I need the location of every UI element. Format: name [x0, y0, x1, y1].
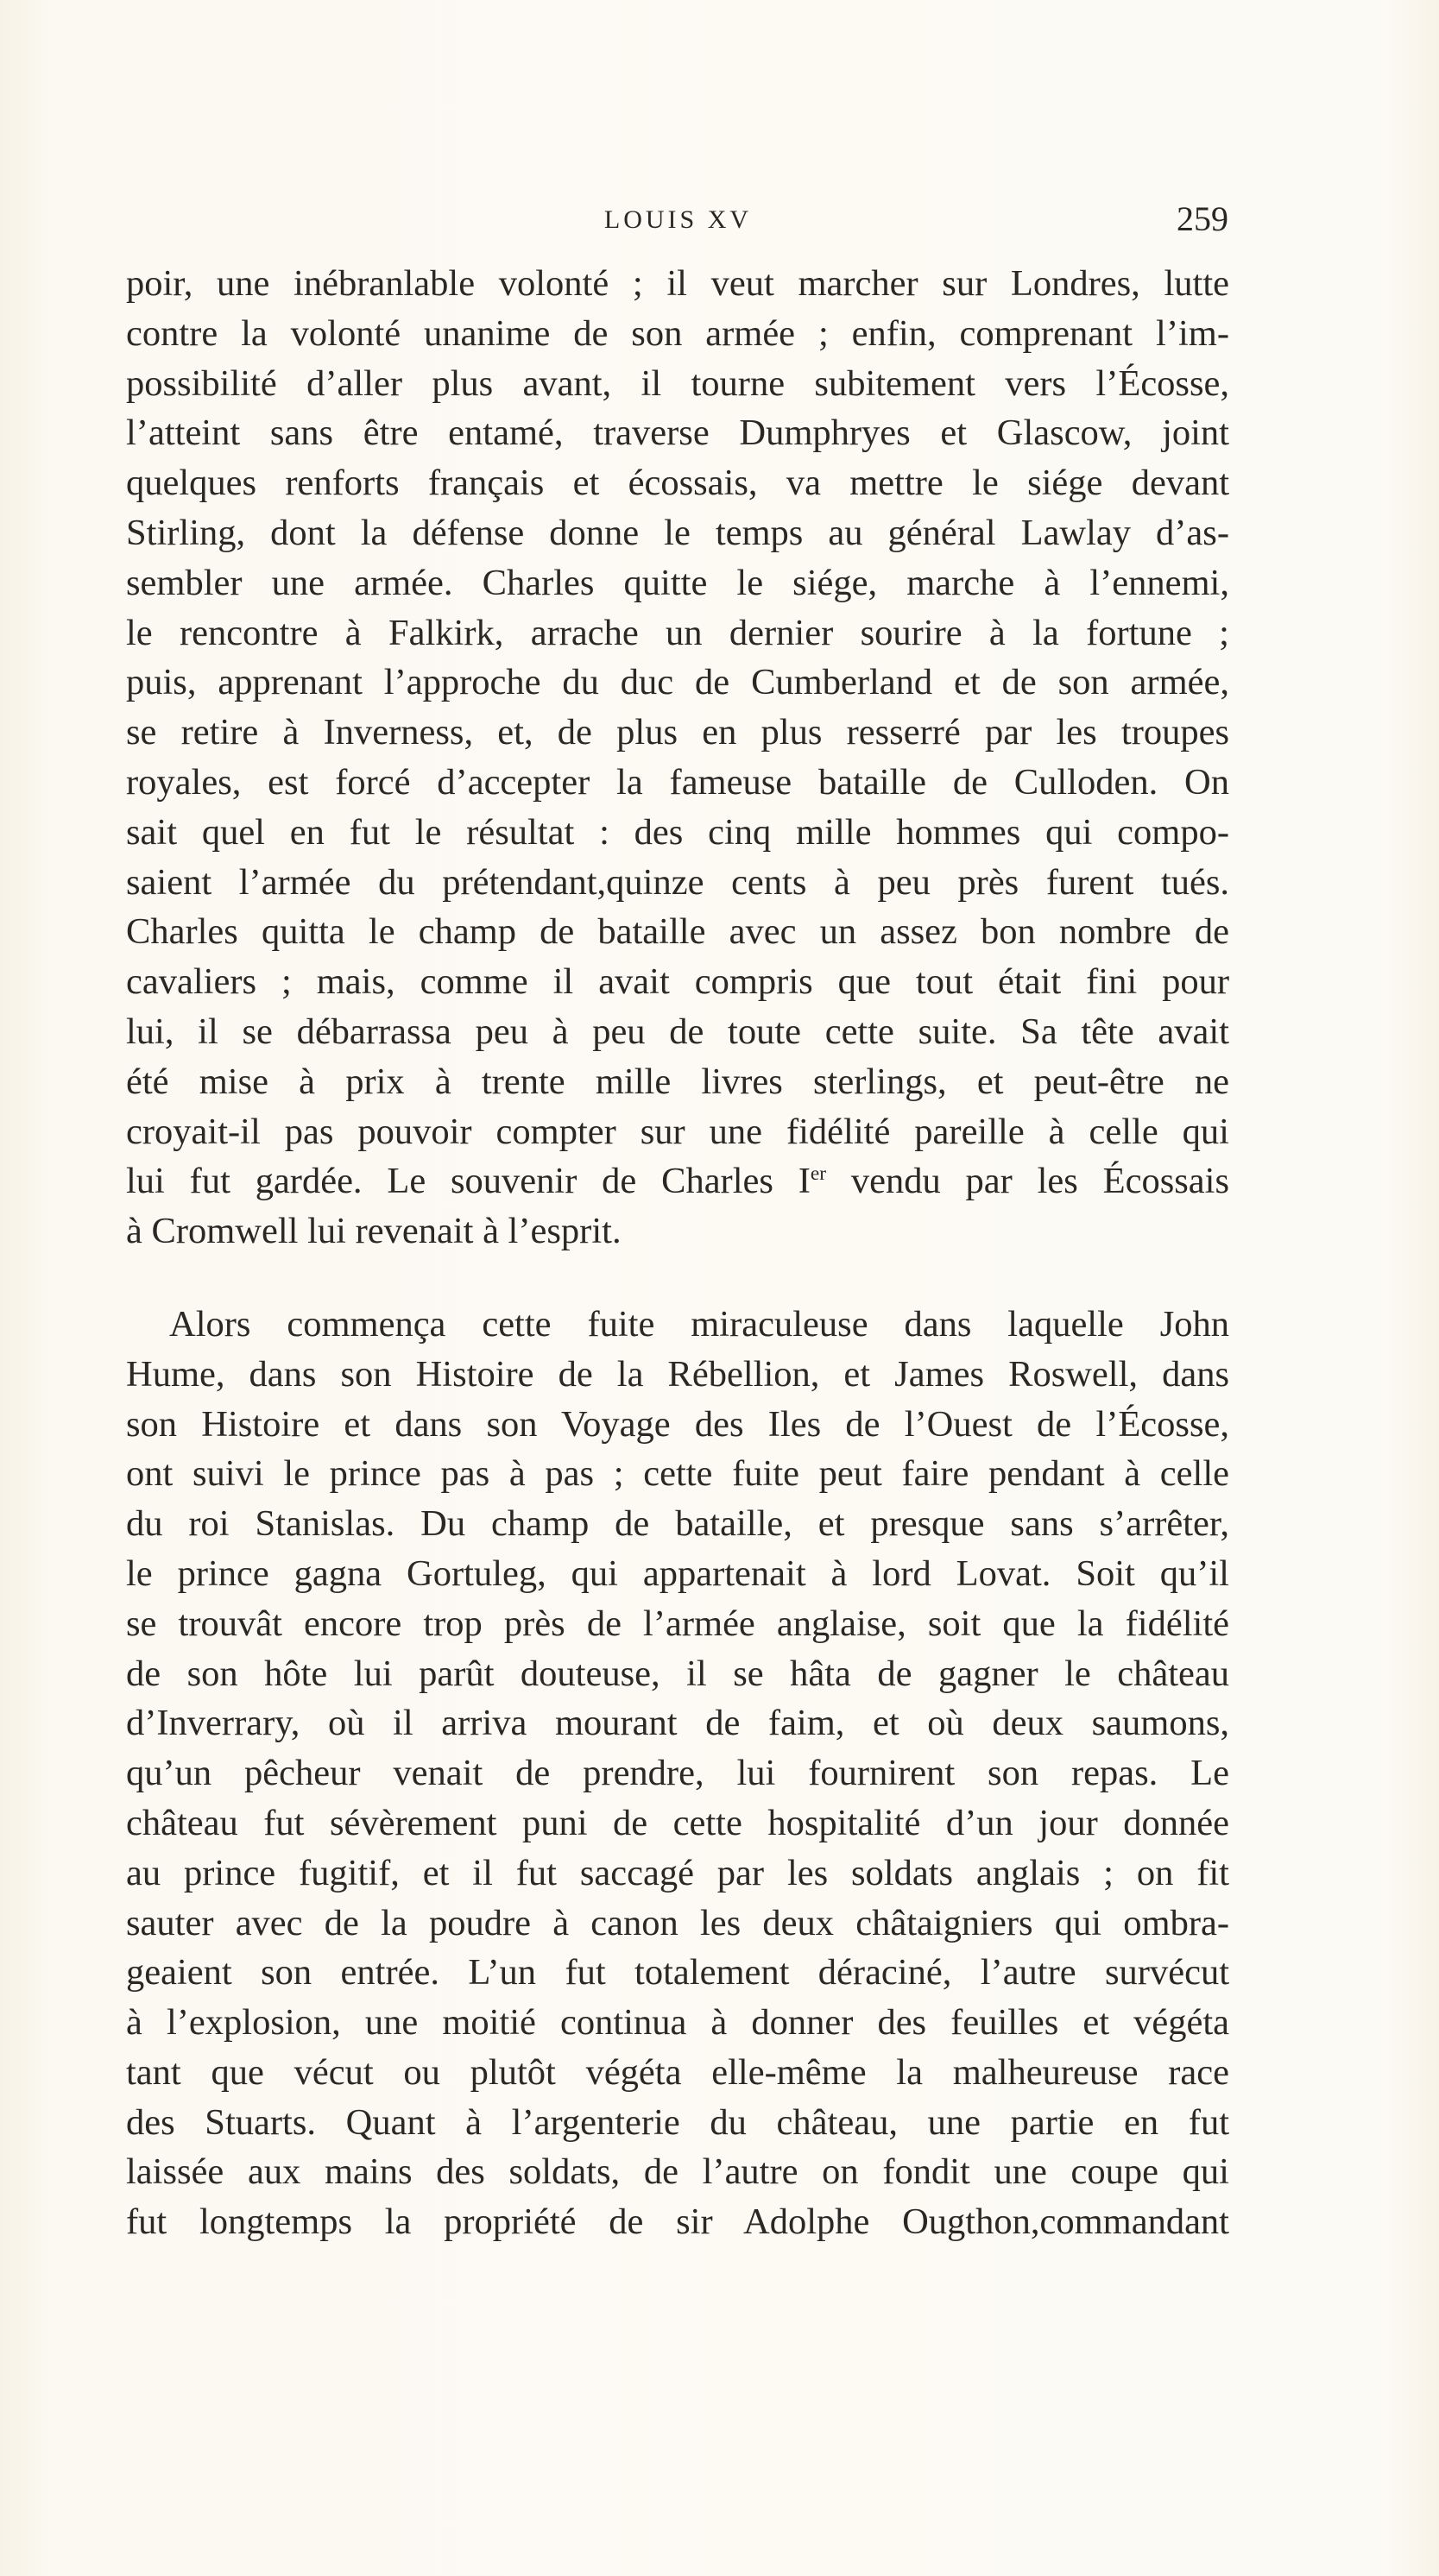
text-line: tant que vécut ou plutôt végéta elle-même la malheureuse race	[126, 2051, 1229, 2093]
text-line: fut longtemps la propriété de sir Adolphe Ougthon,commandant	[126, 2201, 1229, 2243]
text-line: de son hôte lui parût douteuse, il se hâta de gagner le château	[126, 1653, 1229, 1694]
body-text	[126, 259, 1229, 2247]
text-line: royales, est forcé d’accepter la fameuse bataille de Culloden. On	[126, 761, 1229, 803]
text-line: des Stuarts. Quant à l’argenterie du château, une partie en fut	[126, 2101, 1229, 2143]
text-line: Stirling, dont la défense donne le temps au général Lawlay d’as-	[126, 512, 1229, 553]
text-line: contre la volonté unanime de son armée ; enfin, comprenant l’im-	[126, 312, 1229, 354]
text-line: Hume, dans son Histoire de la Rébellion, et James Roswell, dans	[126, 1353, 1229, 1395]
text-line: geaient son entrée. L’un fut totalement déraciné, l’autre survécut	[126, 1952, 1229, 1993]
text-line: croyait-il pas pouvoir compter sur une fidélité pareille à celle qui	[126, 1111, 1229, 1152]
text-line: été mise à prix à trente mille livres sterlings, et peut-être ne	[126, 1061, 1229, 1102]
text-line: Charles quitta le champ de bataille avec un assez bon nombre de	[126, 911, 1229, 953]
text-line: sauter avec de la poudre à canon les deux châtaigniers qui ombra-	[126, 1902, 1229, 1943]
text-fragment: lui fut gardée. Le souvenir de Charles I	[126, 1161, 811, 1202]
text-line: au prince fugitif, et il fut saccagé par les soldats anglais ; on fit	[126, 1852, 1229, 1893]
text-line: quelques renforts français et écossais, va mettre le siége devant	[126, 463, 1229, 504]
superscript: er	[810, 1162, 827, 1186]
text-line: cavaliers ; mais, comme il avait compris que tout était fini pour	[126, 961, 1229, 1003]
text-line: à Cromwell lui revenait à l’esprit.	[126, 1211, 622, 1252]
page-header	[128, 198, 1228, 250]
text-line: qu’un pêcheur venait de prendre, lui fournirent son repas. Le	[126, 1753, 1229, 1794]
text-line: sait quel en fut le résultat : des cinq mille hommes qui compo-	[126, 811, 1229, 853]
text-line: laissée aux mains des soldats, de l’autre on fondit une coupe qui	[126, 2151, 1229, 2193]
paragraph-2	[126, 1300, 1229, 2247]
text-line: se retire à Inverness, et, de plus en plus resserré par les troupes	[126, 712, 1229, 753]
paragraph-1	[126, 259, 1229, 1257]
text-line: l’atteint sans être entamé, traverse Dumphryes et Glascow, joint	[126, 413, 1229, 454]
text-line	[126, 1156, 1229, 1206]
page-number: 259	[1177, 199, 1228, 238]
text-line: du roi Stanislas. Du champ de bataille, et presque sans s’arrêter,	[126, 1503, 1229, 1545]
text-line: château fut sévèrement puni de cette hospitalité d’un jour donnée	[126, 1802, 1229, 1843]
text-line: lui, il se débarrassa peu à peu de toute cette suite. Sa tête avait	[126, 1011, 1229, 1052]
text-line: le prince gagna Gortuleg, qui appartenait à lord Lovat. Soit qu’il	[126, 1553, 1229, 1594]
text-line: puis, apprenant l’approche du duc de Cumberland et de son armée,	[126, 662, 1229, 703]
text-line: à l’explosion, une moitié continua à donner des feuilles et végéta	[126, 2002, 1229, 2044]
text-line: se trouvât encore trop près de l’armée anglaise, soit que la fidélité	[126, 1603, 1229, 1644]
text-line: poir, une inébranlable volonté ; il veut marcher sur Londres, lutte	[126, 263, 1229, 304]
text-line: Alors commença cette fuite miraculeuse dans laquelle John	[169, 1303, 1229, 1345]
running-head: LOUIS XV	[603, 205, 753, 234]
text-fragment: vendu par les Écossais	[826, 1161, 1229, 1202]
text-line: ont suivi le prince pas à pas ; cette fuite peut faire pendant à celle	[126, 1453, 1229, 1495]
text-line: sembler une armée. Charles quitte le siége, marche à l’ennemi,	[126, 562, 1229, 603]
text-line: possibilité d’aller plus avant, il tourne subitement vers l’Écosse,	[126, 362, 1229, 404]
text-line: son Histoire et dans son Voyage des Iles de l’Ouest de l’Écosse,	[126, 1403, 1229, 1445]
text-line: saient l’armée du prétendant,quinze cents à peu près furent tués.	[126, 861, 1229, 903]
text-line: le rencontre à Falkirk, arrache un dernier sourire à la fortune ;	[126, 612, 1229, 653]
text-line: d’Inverrary, où il arriva mourant de faim, et où deux saumons,	[126, 1703, 1229, 1744]
